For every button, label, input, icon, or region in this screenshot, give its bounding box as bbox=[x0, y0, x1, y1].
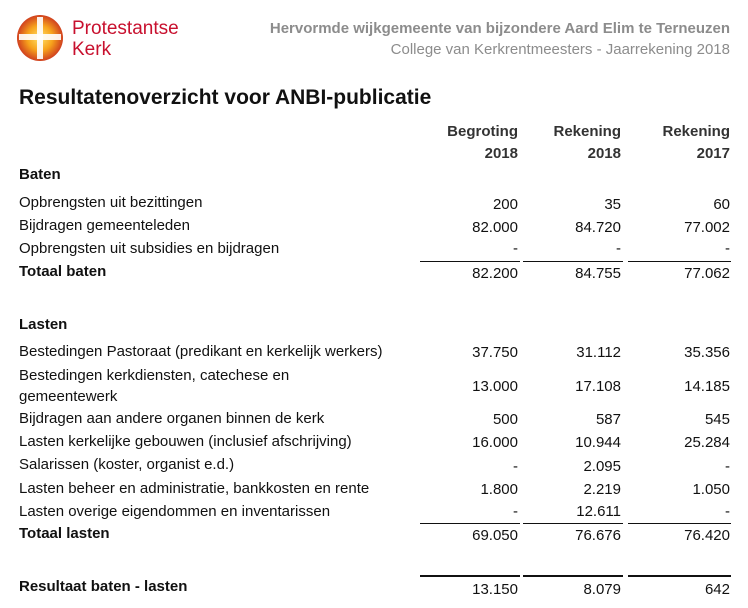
cell-value: 545 bbox=[704, 411, 730, 428]
section-heading-baten: Baten bbox=[19, 166, 61, 183]
row-label: Lasten beheer en administratie, bankkosten en rente bbox=[19, 480, 370, 497]
total-label-baten: Totaal baten bbox=[19, 263, 107, 280]
cell-value: 2.219 bbox=[583, 481, 621, 498]
header-line-2: College van Kerkrentmeesters - Jaarrekening 2018 bbox=[390, 41, 730, 58]
subtotal-rule bbox=[420, 523, 520, 524]
total-value: 84.755 bbox=[575, 265, 621, 282]
page-title: Resultatenoverzicht voor ANBI-publicatie bbox=[19, 86, 432, 109]
row-label: Bijdragen aan andere organen binnen de kerk bbox=[19, 410, 325, 427]
result-value: 13.150 bbox=[472, 581, 518, 598]
cell-value: - bbox=[513, 240, 518, 257]
cell-value: - bbox=[725, 503, 730, 520]
result-rule bbox=[523, 575, 623, 577]
cell-value: 82.000 bbox=[472, 219, 518, 236]
row-label: Opbrengsten uit bezittingen bbox=[19, 194, 203, 211]
cell-value: 200 bbox=[492, 196, 518, 213]
subtotal-rule bbox=[523, 261, 623, 262]
header-line-1: Hervormde wijkgemeente van bijzondere Aard Elim te Terneuzen bbox=[269, 20, 730, 37]
total-value: 69.050 bbox=[472, 527, 518, 544]
total-value: 77.062 bbox=[684, 265, 730, 282]
cell-value: 10.944 bbox=[575, 434, 621, 451]
protestantse-kerk-logo-icon bbox=[16, 14, 64, 62]
cell-value: 35 bbox=[604, 196, 621, 213]
cell-value: 14.185 bbox=[684, 378, 730, 395]
row-label: Lasten overige eigendommen en inventarissen bbox=[19, 503, 331, 520]
total-label-lasten: Totaal lasten bbox=[19, 525, 110, 542]
subtotal-rule bbox=[523, 523, 623, 524]
subtotal-rule bbox=[420, 261, 520, 262]
cell-value: 31.112 bbox=[576, 344, 621, 361]
cell-value: 25.284 bbox=[684, 434, 730, 451]
cell-value: 84.720 bbox=[575, 219, 621, 236]
cell-value: - bbox=[725, 458, 730, 475]
cell-value: 17.108 bbox=[575, 378, 621, 395]
cell-value: 35.356 bbox=[684, 344, 730, 361]
cell-value: 77.002 bbox=[684, 219, 730, 236]
total-value: 76.420 bbox=[684, 527, 730, 544]
cell-value: - bbox=[513, 458, 518, 475]
cell-value: 587 bbox=[595, 411, 621, 428]
total-value: 82.200 bbox=[472, 265, 518, 282]
cell-value: 500 bbox=[492, 411, 518, 428]
row-label: Bestedingen Pastoraat (predikant en kerkelijk werkers) bbox=[19, 343, 383, 360]
cell-value: - bbox=[513, 503, 518, 520]
row-label: Bestedingen kerkdiensten, catechese en gemeentewerk bbox=[19, 367, 290, 405]
cell-value: - bbox=[725, 240, 730, 257]
cell-value: 2.095 bbox=[583, 458, 621, 475]
cell-value: 16.000 bbox=[472, 434, 518, 451]
cell-value: - bbox=[616, 240, 621, 257]
result-label: Resultaat baten - lasten bbox=[19, 578, 188, 595]
subtotal-rule bbox=[628, 523, 731, 524]
result-rule bbox=[628, 575, 731, 577]
result-value: 8.079 bbox=[583, 581, 621, 598]
cell-value: 12.611 bbox=[576, 503, 621, 520]
column-header-begroting-2018: Begroting 2018 bbox=[447, 123, 518, 162]
row-label: Salarissen (koster, organist e.d.) bbox=[19, 456, 235, 473]
column-header-rekening-2018: Rekening 2018 bbox=[553, 123, 621, 162]
cell-value: 60 bbox=[713, 196, 730, 213]
column-header-rekening-2017: Rekening 2017 bbox=[662, 123, 730, 162]
cell-value: 37.750 bbox=[472, 344, 518, 361]
document-header bbox=[270, 18, 730, 60]
cell-value: 1.050 bbox=[692, 481, 730, 498]
result-value: 642 bbox=[704, 581, 730, 598]
row-label: Opbrengsten uit subsidies en bijdragen bbox=[19, 240, 280, 257]
result-rule bbox=[420, 575, 520, 577]
row-label: Bijdragen gemeenteleden bbox=[19, 217, 190, 234]
total-value: 76.676 bbox=[575, 527, 621, 544]
brand-name: Protestantse Kerk bbox=[72, 18, 179, 60]
subtotal-rule bbox=[628, 261, 731, 262]
section-heading-lasten: Lasten bbox=[19, 316, 68, 333]
cell-value: 13.000 bbox=[472, 378, 518, 395]
row-label: Lasten kerkelijke gebouwen (inclusief afschrijving) bbox=[19, 433, 352, 450]
cell-value: 1.800 bbox=[480, 481, 518, 498]
